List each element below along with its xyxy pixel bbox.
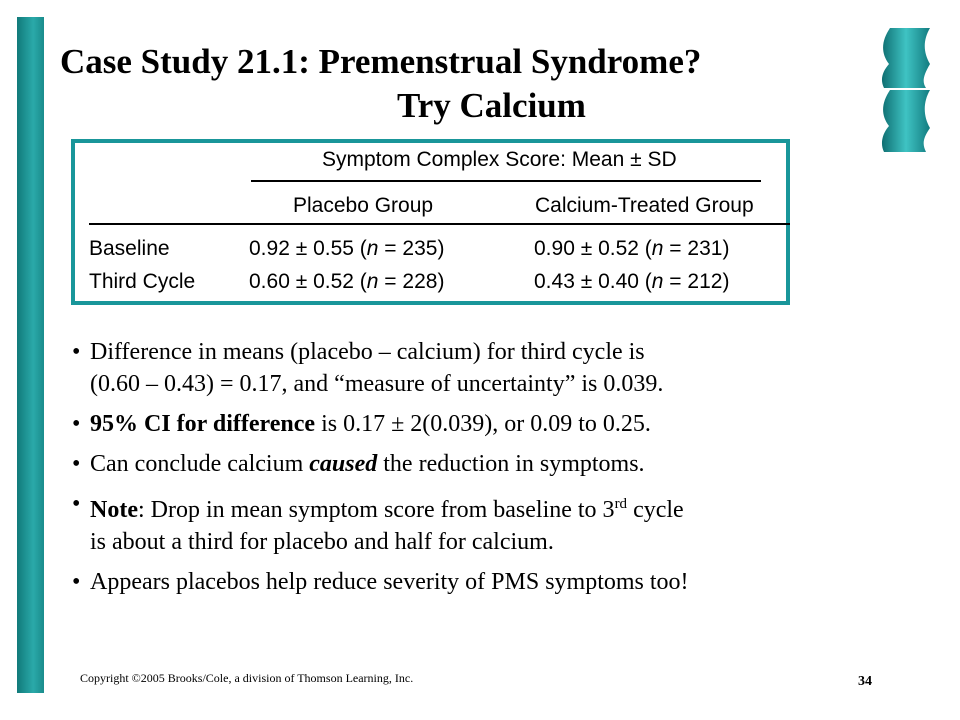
bullet-note: • Note: Drop in mean symptom score from baseline to 3rd cycle is about a third for placebo and half for calcium. <box>70 488 910 558</box>
results-table <box>71 139 790 305</box>
wave-decoration-icon <box>876 26 932 154</box>
column-header-placebo: Placebo Group <box>293 194 434 217</box>
cell-baseline-calcium: 0.90 ± 0.52 (n = 231) <box>534 237 730 260</box>
bullet-dot: • <box>72 339 81 365</box>
cell-baseline-placebo: 0.92 ± 0.55 (n = 235) <box>249 237 445 260</box>
column-rule <box>89 223 790 225</box>
bullet-list <box>70 336 910 606</box>
table-header: Symptom Complex Score: Mean ± SD <box>322 148 677 171</box>
copyright-notice: Copyright ©2005 Brooks/Cole, a division of Thomson Learning, Inc. <box>80 671 414 685</box>
bullet-dot: • <box>72 569 81 595</box>
slide-title <box>60 40 870 128</box>
page-number: 34 <box>858 674 872 689</box>
title-line-1: Case Study 21.1: Premenstrual Syndrome? <box>60 42 702 81</box>
row-label-third-cycle: Third Cycle <box>89 270 196 293</box>
left-accent-bar <box>17 17 44 693</box>
bullet-dot: • <box>72 411 81 437</box>
bullet-difference-in-means: • Difference in means (placebo – calcium) for third cycle is (0.60 – 0.43) = 0.17, and “measure of uncertainty” is 0.039. <box>70 336 910 400</box>
header-rule <box>251 180 761 182</box>
title-line-2: Try Calcium <box>397 86 586 125</box>
bullet-dot: • <box>72 491 81 517</box>
bullet-placebo-effect: • Appears placebos help reduce severity of PMS symptoms too! <box>70 566 910 598</box>
bullet-confidence-interval: • 95% CI for difference is 0.17 ± 2(0.039), or 0.09 to 0.25. <box>70 408 910 440</box>
bullet-conclusion: • Can conclude calcium caused the reduction in symptoms. <box>70 448 910 480</box>
cell-third-cycle-placebo: 0.60 ± 0.52 (n = 228) <box>249 270 445 293</box>
column-header-calcium: Calcium-Treated Group <box>535 194 754 217</box>
row-label-baseline: Baseline <box>89 237 170 260</box>
bullet-dot: • <box>72 451 81 477</box>
cell-third-cycle-calcium: 0.43 ± 0.40 (n = 212) <box>534 270 730 293</box>
